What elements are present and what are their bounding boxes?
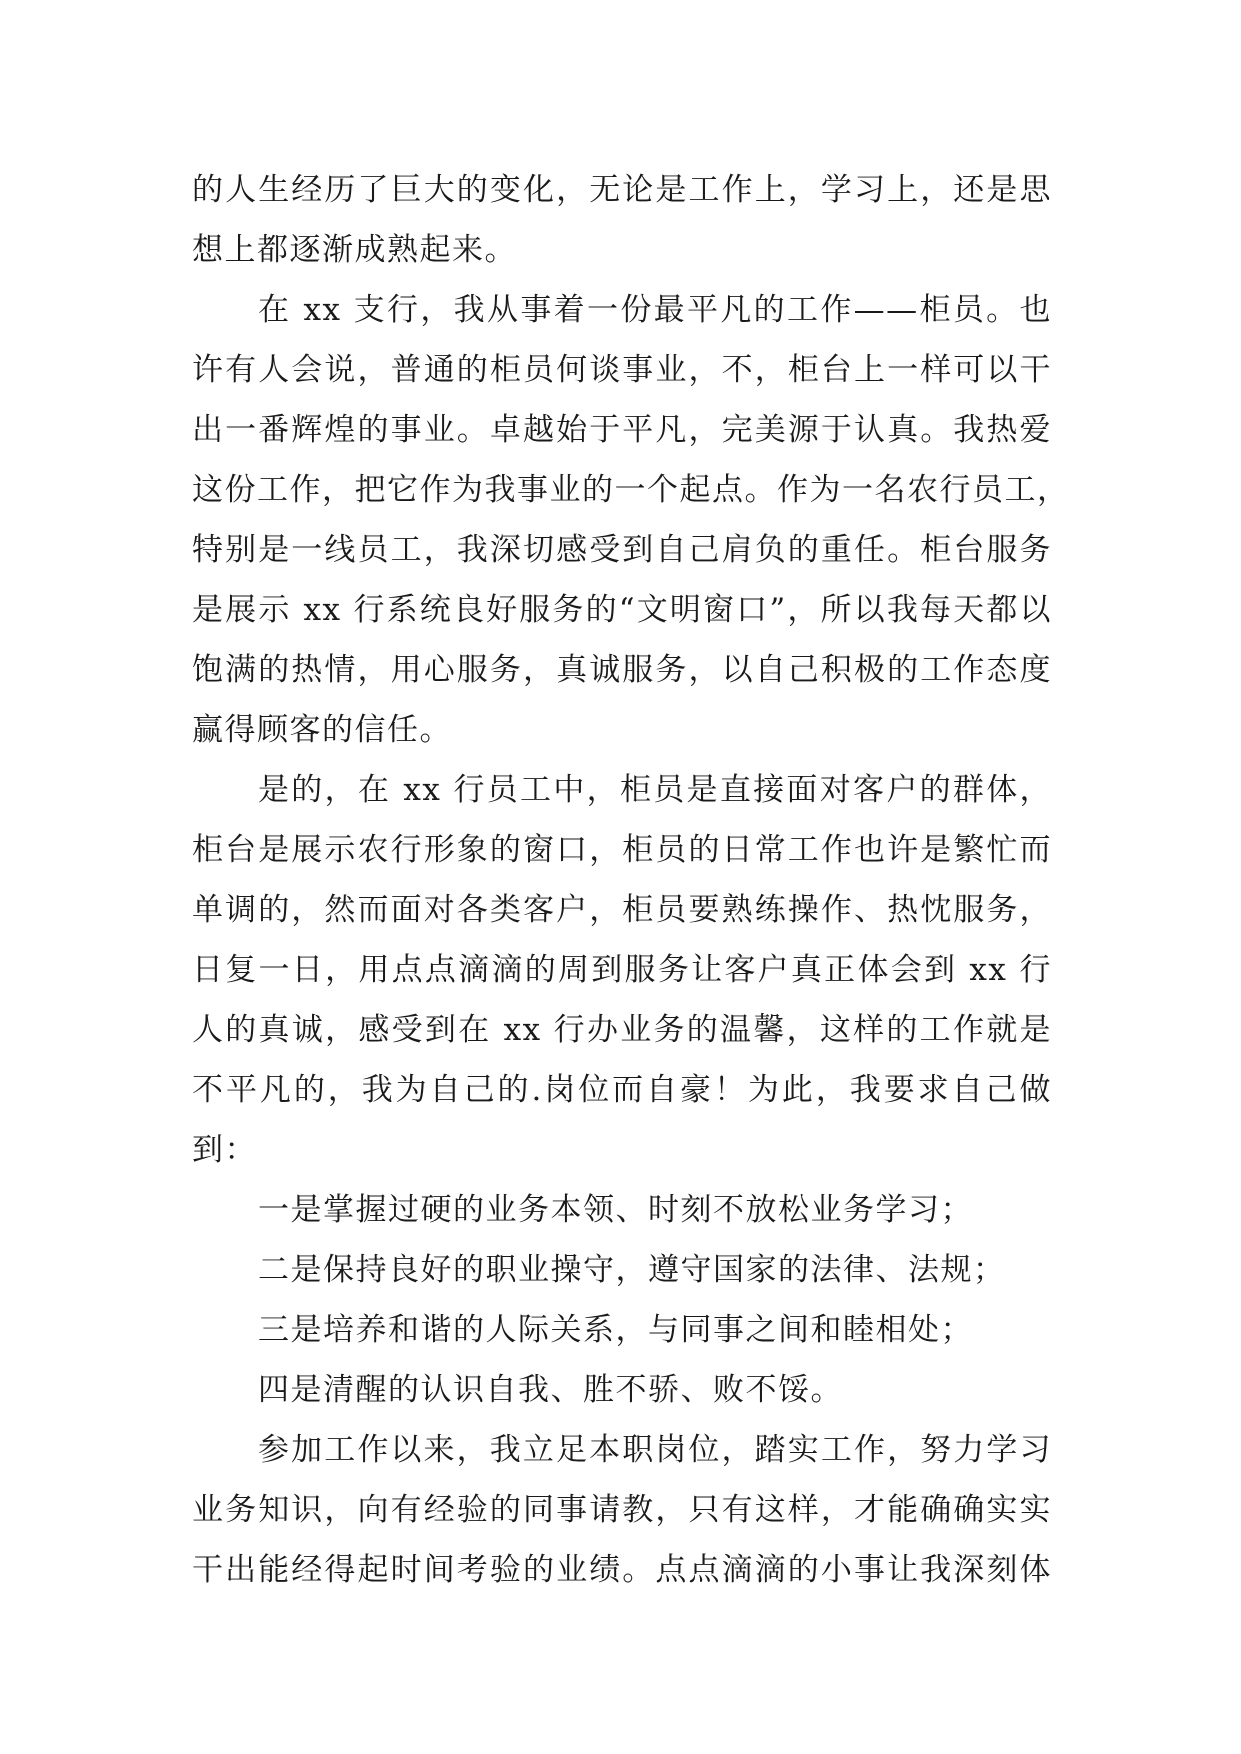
text-line: 柜台是展示农行形象的窗口，柜员的日常工作也许是繁忙而: [192, 832, 1052, 868]
text-line: 想上都逐渐成熟起来。: [192, 232, 517, 268]
text-line: 单调的，然而面对各类客户，柜员要熟练操作、热忱服务，: [192, 892, 1052, 928]
text-line: 日复一日，用点点滴滴的周到服务让客户真正体会到 xx 行: [192, 952, 1052, 988]
text-line: 特别是一线员工，我深切感受到自己肩负的重任。柜台服务: [192, 532, 1052, 568]
text-line: 饱满的热情，用心服务，真诚服务，以自己积极的工作态度: [192, 652, 1052, 688]
text-line: 这份工作，把它作为我事业的一个起点。作为一名农行员工，: [192, 472, 1070, 508]
list-item: 一是掌握过硬的业务本领、时刻不放松业务学习；: [258, 1192, 973, 1228]
text-line: 赢得顾客的信任。: [192, 712, 452, 748]
text-line: 的人生经历了巨大的变化，无论是工作上，学习上，还是思: [192, 172, 1052, 208]
text-line: 业务知识，向有经验的同事请教，只有这样，才能确确实实: [192, 1492, 1052, 1528]
text-line: 人的真诚，感受到在 xx 行办业务的温馨，这样的工作就是: [192, 1012, 1052, 1048]
text-line: 不平凡的，我为自己的.岗位而自豪！为此，我要求自己做: [192, 1072, 1052, 1108]
text-line: 是的，在 xx 行员工中，柜员是直接面对客户的群体，: [258, 772, 1052, 808]
text-line: 许有人会说，普通的柜员何谈事业，不，柜台上一样可以干: [192, 352, 1052, 388]
list-item: 四是清醒的认识自我、胜不骄、败不馁。: [258, 1372, 843, 1408]
document-body: [192, 160, 1070, 1600]
text-line: 到：: [192, 1132, 257, 1168]
text-line: 参加工作以来，我立足本职岗位，踏实工作，努力学习: [258, 1432, 1052, 1468]
text-line: 是展示 xx 行系统良好服务的“文明窗口”，所以我每天都以: [192, 592, 1052, 628]
text-line: 在 xx 支行，我从事着一份最平凡的工作——柜员。也: [258, 292, 1052, 328]
text-line: 出一番辉煌的事业。卓越始于平凡，完美源于认真。我热爱: [192, 412, 1052, 448]
list-item: 三是培养和谐的人际关系，与同事之间和睦相处；: [258, 1312, 973, 1348]
list-item: 二是保持良好的职业操守，遵守国家的法律、法规；: [258, 1252, 1006, 1288]
text-line: 干出能经得起时间考验的业绩。点点滴滴的小事让我深刻体: [192, 1552, 1052, 1588]
